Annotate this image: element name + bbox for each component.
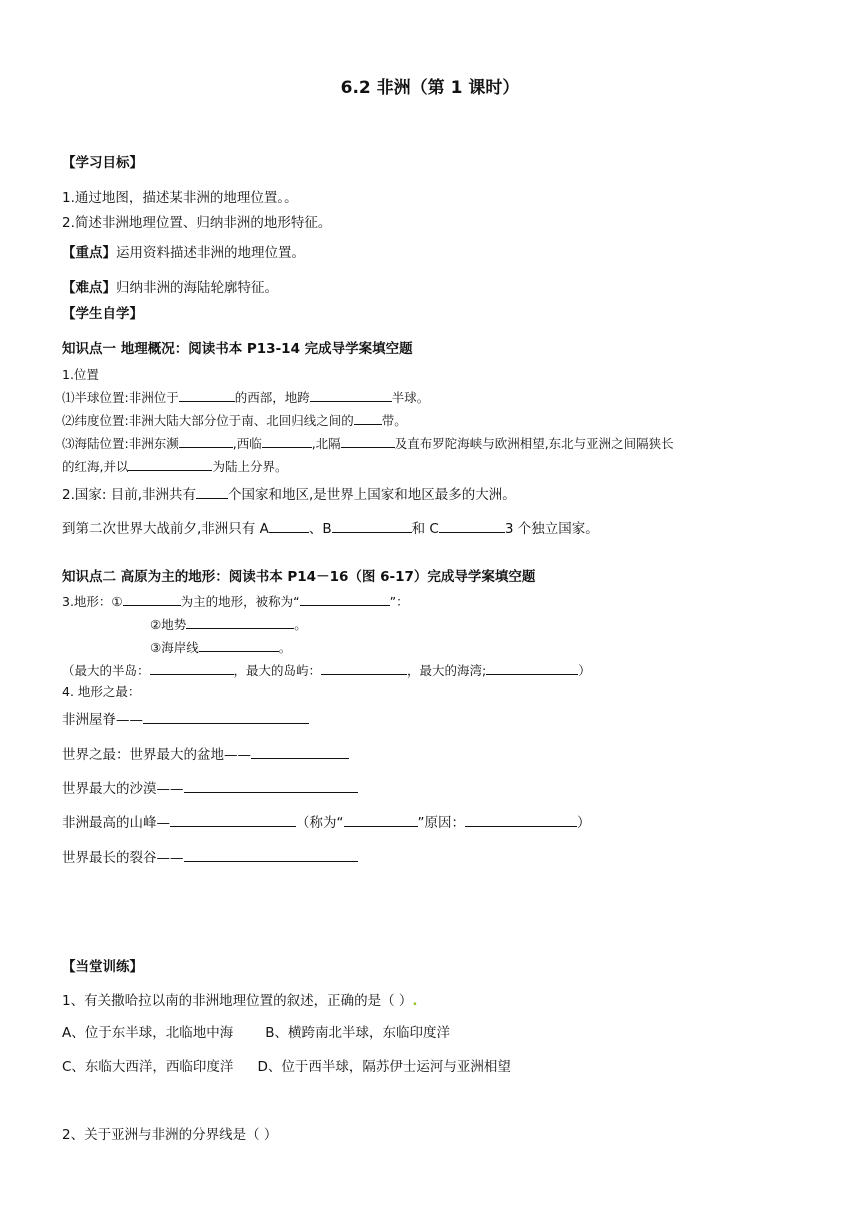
page-title: 6.2 非洲（第 1 课时） [340,78,520,98]
blank[interactable] [341,433,395,448]
text-seg: ，最大的海湾; [407,663,487,678]
text-seg: （最大的半岛： [62,663,150,678]
difficulty-text: 归纳非洲的海陆轮廓特征。 [116,280,278,296]
text-seg: 2.国家: 目前,非洲共有 [62,487,197,503]
blank[interactable] [486,660,578,675]
terrain-line-1 [62,591,409,611]
text-seg: ⑶海陆位置:非洲东濒 [62,436,179,451]
position-title: 1.位置 [62,367,99,382]
text-seg: ,西临 [232,436,262,451]
blank[interactable] [439,518,505,533]
q1-options-row-2 [62,1058,511,1076]
blank[interactable] [123,591,181,606]
blank[interactable] [184,778,358,793]
option-c[interactable]: C、东临大西洋，西临印度洋 [62,1059,234,1075]
kp1-title: 知识点一 地理概况：阅读书本 P13-14 完成导学案填空题 [62,341,413,357]
text-seg: ⑵纬度位置:非洲大陆大部分位于南、北回归线之间的 [62,413,354,428]
text-seg: 半球。 [391,390,430,405]
text-seg: 的西部，地跨 [234,390,310,405]
difficulty [62,279,278,297]
sea-land-line [62,433,674,453]
text-seg: ③海岸线 [150,640,199,655]
countries-line [62,484,516,504]
terrain-most-title: 4. 地形之最： [62,684,141,699]
kp2-title: 知识点二 高原为主的地形：阅读书本 P14－16（图 6-17）完成导学案填空题 [62,569,536,585]
terrain-line-3 [150,637,291,657]
difficulty-label: 【难点】 [62,280,116,296]
blank[interactable] [310,387,392,402]
text-seg: 非洲屋脊—— [62,712,143,728]
text-seg: ） [578,663,591,678]
text-seg: 个国家和地区,是世界上国家和地区最多的大洲。 [228,487,516,503]
goal-item-1: 1.通过地图，描述某非洲的地理位置。。 [62,190,298,206]
key-point-label: 【重点】 [62,245,116,261]
most-line-4 [62,812,591,832]
most-line-1 [62,709,309,729]
blank[interactable] [465,812,577,827]
text-seg: 为陆上分界。 [212,459,288,474]
text-seg: 非洲最高的山峰— [62,815,170,831]
q1-options-row-1 [62,1024,450,1042]
option-d[interactable]: D、位于西半球，隔苏伊士运河与亚洲相望 [257,1059,511,1075]
blank[interactable] [170,812,296,827]
question-1-dot: . [412,993,418,1009]
sea-land-line-2 [62,456,288,476]
blank[interactable] [128,456,212,471]
most-line-3 [62,778,358,798]
blank[interactable] [186,614,294,629]
terrain-line-2 [150,614,307,634]
text-seg: ） [577,815,591,831]
text-seg: 及直布罗陀海峡与欧洲相望,东北与亚洲之间隔狭长 [394,436,674,451]
text-seg: 为主的地形，被称为“ [180,594,300,609]
text-seg: 到第二次世界大战前夕,非洲只有 A [62,521,269,537]
text-seg: 世界之最：世界最大的盆地—— [62,747,251,763]
hemisphere-line [62,387,429,407]
text-seg: 、B [308,521,332,537]
goal-item-2: 2.简述非洲地理位置、归纳非洲的地形特征。 [62,215,332,231]
latitude-line [62,410,407,430]
ww2-line [62,518,599,538]
option-b[interactable]: B、横跨南北半球，东临印度洋 [265,1025,451,1041]
text-seg: 世界最长的裂谷—— [62,850,184,866]
text-seg: 。 [278,640,292,655]
blank[interactable] [199,637,279,652]
blank[interactable] [354,410,382,425]
key-point-text: 运用资料描述非洲的地理位置。 [116,245,305,261]
text-seg: 3.地形：① [62,594,123,609]
text-seg: ”： [389,594,409,609]
question-2: 2、关于亚洲与非洲的分界线是（ ） [62,1127,278,1143]
blank[interactable] [196,484,228,499]
blank[interactable] [332,518,412,533]
blank[interactable] [184,847,358,862]
text-seg: ,北隔 [311,436,341,451]
training-heading: 【当堂训练】 [62,959,143,975]
text-seg: 的红海,并以 [62,459,129,474]
blank[interactable] [143,709,309,724]
text-seg: 和 C [411,521,439,537]
text-seg: ”原因： [417,815,465,831]
text-seg: ②地势 [150,617,187,632]
text-seg: 。 [294,617,307,632]
text-seg: （称为“ [296,815,344,831]
blank[interactable] [300,591,390,606]
goals-heading: 【学习目标】 [62,155,143,171]
option-a[interactable]: A、位于东半球，北临地中海 [62,1025,234,1041]
blank[interactable] [262,433,312,448]
blank[interactable] [269,518,309,533]
text-seg: 带。 [381,413,407,428]
text-seg: 3 个独立国家。 [504,521,599,537]
blank[interactable] [179,433,233,448]
key-point [62,244,305,262]
text-seg: 世界最大的沙漠—— [62,781,184,797]
blank[interactable] [251,744,349,759]
text-seg: ⑴半球位置:非洲位于 [62,390,179,405]
question-1 [62,992,418,1010]
most-line-5 [62,847,358,867]
blank[interactable] [321,660,407,675]
blank[interactable] [150,660,234,675]
most-line-2 [62,744,349,764]
largest-line [62,660,591,680]
text-seg: ，最大的岛屿： [233,663,322,678]
blank[interactable] [344,812,418,827]
self-study-heading: 【学生自学】 [62,306,143,322]
question-1-text: 1、有关撒哈拉以南的非洲地理位置的叙述，正确的是（ ） [62,993,413,1009]
blank[interactable] [179,387,235,402]
